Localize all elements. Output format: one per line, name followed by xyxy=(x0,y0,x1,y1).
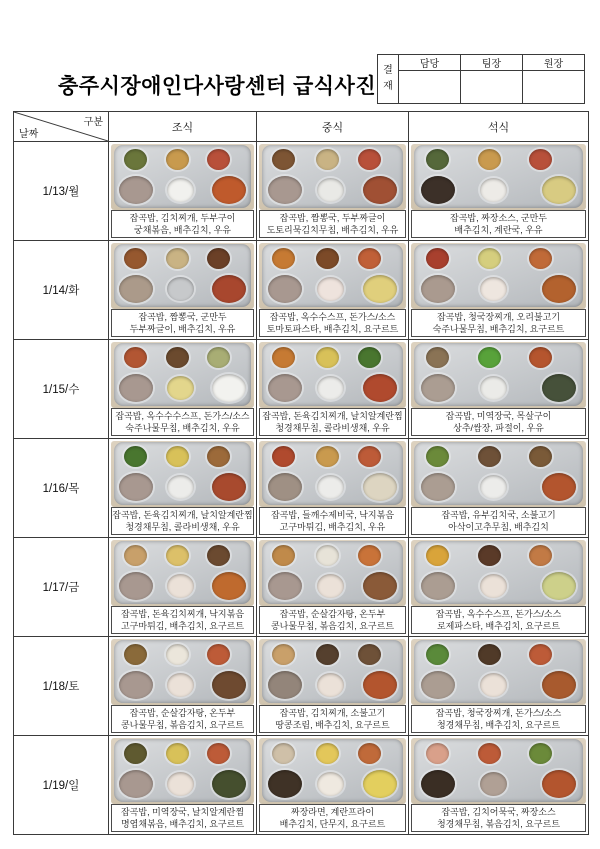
meal-caption xyxy=(411,507,586,535)
food-item xyxy=(272,347,295,368)
food-item xyxy=(358,644,381,665)
food-item xyxy=(421,770,455,798)
meal-cell-dinner xyxy=(409,736,589,835)
menu-line: 잡곡밥, 미역장국, 날치알계란찜 xyxy=(120,807,245,817)
meal-cell-breakfast xyxy=(109,736,257,835)
food-item xyxy=(421,572,455,600)
food-item xyxy=(316,149,339,170)
table-row xyxy=(14,340,589,439)
menu-line: 청경채무침, 배추김치, 요구르트 xyxy=(436,720,561,730)
food-item xyxy=(167,376,194,400)
food-tray xyxy=(414,739,583,802)
food-item xyxy=(478,248,501,269)
menu-line: 잡곡밥, 김치어묵국, 짜장소스 xyxy=(441,807,556,817)
food-tray xyxy=(262,145,403,208)
food-item xyxy=(480,178,507,202)
food-item xyxy=(124,545,147,566)
meal-cell-dinner xyxy=(409,637,589,736)
food-item xyxy=(542,374,576,402)
meal-photo xyxy=(411,540,586,606)
food-item xyxy=(363,572,397,600)
menu-line: 잡곡밥, 돈육김치찌개, 날치알계란찜 xyxy=(112,510,253,520)
food-item xyxy=(480,673,507,697)
menu-line: 잡곡밥, 짬뽕국, 군만두 xyxy=(138,312,227,322)
food-tray xyxy=(414,244,583,307)
food-tray xyxy=(114,739,251,802)
approval-col-timjang: 팀장 xyxy=(461,55,523,70)
corner-label-date: 날짜 xyxy=(19,129,39,140)
menu-line: 잡곡밥, 미역장국, 목살구이 xyxy=(445,411,552,421)
meal-cell-dinner xyxy=(409,142,589,241)
table-row xyxy=(14,439,589,538)
approval-col-damdang: 담당 xyxy=(399,55,461,70)
food-item xyxy=(316,347,339,368)
food-item xyxy=(207,644,230,665)
food-item xyxy=(426,149,449,170)
food-item xyxy=(167,574,194,598)
menu-line: 콩나물무침, 볶음김치, 요구르트 xyxy=(120,720,245,730)
food-item xyxy=(478,644,501,665)
food-tray xyxy=(414,343,583,406)
food-item xyxy=(480,277,507,301)
stamp-char-1: 결 xyxy=(383,65,393,76)
corner-cell xyxy=(14,112,109,142)
food-item xyxy=(207,446,230,467)
food-item xyxy=(542,572,576,600)
food-tray xyxy=(414,541,583,604)
food-item xyxy=(212,374,246,402)
food-item xyxy=(478,446,501,467)
date-label: 1/14/화 xyxy=(14,241,109,340)
menu-line: 궁채볶음, 배추김치, 우유 xyxy=(134,225,231,235)
food-item xyxy=(119,671,153,699)
food-item xyxy=(268,473,302,501)
food-item xyxy=(167,475,194,499)
food-item xyxy=(317,475,344,499)
menu-line: 고구마튀김, 배추김치, 우유 xyxy=(279,522,386,532)
food-item xyxy=(317,772,344,796)
meal-cell-lunch xyxy=(257,736,409,835)
food-item xyxy=(363,473,397,501)
food-item xyxy=(317,673,344,697)
menu-line: 잡곡밥, 옥수수스프, 돈가스/소스 xyxy=(269,312,396,322)
food-item xyxy=(426,644,449,665)
food-item xyxy=(212,770,246,798)
food-item xyxy=(268,176,302,204)
food-item xyxy=(542,176,576,204)
food-item xyxy=(529,743,552,764)
food-item xyxy=(124,743,147,764)
food-item xyxy=(207,743,230,764)
menu-line: 상추/쌈장, 파절이, 우유 xyxy=(453,423,544,433)
menu-line: 청경채무침, 볶음김치, 요구르트 xyxy=(436,819,561,829)
meal-photo xyxy=(259,144,406,210)
food-item xyxy=(166,149,189,170)
food-item xyxy=(166,644,189,665)
food-item xyxy=(212,176,246,204)
food-item xyxy=(358,149,381,170)
food-item xyxy=(421,374,455,402)
meal-photo xyxy=(411,144,586,210)
food-item xyxy=(358,347,381,368)
meal-caption xyxy=(411,804,586,832)
meal-cell-dinner xyxy=(409,340,589,439)
food-item xyxy=(316,743,339,764)
table-row xyxy=(14,142,589,241)
date-label: 1/16/목 xyxy=(14,439,109,538)
food-item xyxy=(119,473,153,501)
food-item xyxy=(317,376,344,400)
food-item xyxy=(426,743,449,764)
menu-line: 배추김치, 단무지, 요구르트 xyxy=(279,819,386,829)
meal-photo xyxy=(111,243,254,309)
meal-photo xyxy=(411,441,586,507)
food-tray xyxy=(114,343,251,406)
food-item xyxy=(529,446,552,467)
approval-box xyxy=(377,54,585,104)
food-item xyxy=(529,545,552,566)
meal-caption xyxy=(259,309,406,337)
approval-header-row xyxy=(399,55,584,71)
food-item xyxy=(363,374,397,402)
food-item xyxy=(207,248,230,269)
meal-table xyxy=(13,111,589,835)
food-item xyxy=(358,248,381,269)
date-label: 1/19/일 xyxy=(14,736,109,835)
food-item xyxy=(316,248,339,269)
menu-line: 배추김치, 계란국, 우유 xyxy=(454,225,543,235)
food-tray xyxy=(414,442,583,505)
header-dinner: 석식 xyxy=(409,112,589,142)
food-tray xyxy=(114,640,251,703)
food-item xyxy=(272,446,295,467)
food-item xyxy=(480,772,507,796)
food-item xyxy=(316,545,339,566)
food-item xyxy=(426,347,449,368)
meal-caption xyxy=(411,606,586,634)
meal-caption xyxy=(259,804,406,832)
meal-caption xyxy=(259,705,406,733)
food-tray xyxy=(262,244,403,307)
meal-caption xyxy=(259,507,406,535)
food-item xyxy=(426,446,449,467)
food-item xyxy=(272,248,295,269)
menu-line: 콩나물무침, 볶음김치, 요구르트 xyxy=(270,621,395,631)
meal-cell-breakfast xyxy=(109,340,257,439)
food-item xyxy=(316,446,339,467)
date-label: 1/17/금 xyxy=(14,538,109,637)
food-item xyxy=(167,277,194,301)
meal-cell-dinner xyxy=(409,538,589,637)
food-item xyxy=(480,574,507,598)
menu-line: 두부짜글이, 배추김치, 우유 xyxy=(129,324,236,334)
meal-cell-dinner xyxy=(409,439,589,538)
food-item xyxy=(421,671,455,699)
food-item xyxy=(480,376,507,400)
food-tray xyxy=(414,640,583,703)
menu-line: 잡곡밥, 돈육김치찌개, 낙지볶음 xyxy=(120,609,245,619)
meal-cell-lunch xyxy=(257,538,409,637)
food-tray xyxy=(262,739,403,802)
meal-cell-lunch xyxy=(257,340,409,439)
food-item xyxy=(358,545,381,566)
menu-line: 아삭이고추무침, 배추김치 xyxy=(448,522,549,532)
table-row xyxy=(14,538,589,637)
food-item xyxy=(268,275,302,303)
food-item xyxy=(166,743,189,764)
food-tray xyxy=(414,145,583,208)
meal-caption xyxy=(259,210,406,238)
menu-line: 잡곡밥, 옥수수수스프, 돈가스/소스 xyxy=(115,411,250,421)
food-item xyxy=(119,770,153,798)
approval-sign-cell xyxy=(461,71,523,103)
food-item xyxy=(167,772,194,796)
food-item xyxy=(124,446,147,467)
meal-photo xyxy=(411,639,586,705)
meal-photo xyxy=(259,441,406,507)
approval-signature-row xyxy=(399,71,584,103)
food-item xyxy=(478,347,501,368)
food-item xyxy=(207,149,230,170)
menu-line: 고구마튀김, 배추김치, 요구르트 xyxy=(120,621,245,631)
approval-grid xyxy=(399,55,584,103)
meal-caption xyxy=(111,210,254,238)
meal-photo xyxy=(411,243,586,309)
food-item xyxy=(124,248,147,269)
food-item xyxy=(119,176,153,204)
food-item xyxy=(268,374,302,402)
table-row xyxy=(14,736,589,835)
menu-line: 잡곡밥, 순살감자탕, 온두부 xyxy=(279,609,386,619)
food-tray xyxy=(262,343,403,406)
food-item xyxy=(316,644,339,665)
meal-cell-lunch xyxy=(257,241,409,340)
meal-cell-lunch xyxy=(257,439,409,538)
meal-photo xyxy=(111,540,254,606)
meal-photo xyxy=(111,342,254,408)
food-item xyxy=(478,545,501,566)
food-item xyxy=(529,248,552,269)
date-label: 1/18/토 xyxy=(14,637,109,736)
food-item xyxy=(166,347,189,368)
meal-caption xyxy=(259,408,406,436)
meal-caption xyxy=(411,309,586,337)
menu-line: 잡곡밥, 김치찌개, 소불고기 xyxy=(279,708,386,718)
food-item xyxy=(212,671,246,699)
corner-label-category: 구분 xyxy=(83,117,103,128)
food-item xyxy=(358,743,381,764)
food-item xyxy=(272,644,295,665)
meal-cell-lunch xyxy=(257,142,409,241)
food-item xyxy=(212,275,246,303)
meal-photo xyxy=(411,342,586,408)
food-item xyxy=(363,671,397,699)
menu-line: 잡곡밥, 짜장소스, 군만두 xyxy=(450,213,547,223)
menu-line: 잡곡밥, 짬뽕국, 두부짜글이 xyxy=(279,213,386,223)
approval-sign-cell xyxy=(399,71,461,103)
food-item xyxy=(358,446,381,467)
menu-line: 로제파스타, 배추김치, 요구르트 xyxy=(436,621,561,631)
menu-line: 땅콩조림, 배추김치, 요구르트 xyxy=(275,720,390,730)
meal-cell-breakfast xyxy=(109,439,257,538)
meal-photo xyxy=(259,342,406,408)
food-item xyxy=(124,149,147,170)
header-breakfast: 조식 xyxy=(109,112,257,142)
approval-sign-cell xyxy=(523,71,584,103)
food-item xyxy=(529,347,552,368)
meal-photo xyxy=(259,540,406,606)
food-item xyxy=(426,545,449,566)
meal-photo xyxy=(111,441,254,507)
meal-cell-dinner xyxy=(409,241,589,340)
meal-caption xyxy=(411,408,586,436)
food-tray xyxy=(114,442,251,505)
food-item xyxy=(268,671,302,699)
food-item xyxy=(317,277,344,301)
meal-caption xyxy=(111,804,254,832)
food-item xyxy=(124,644,147,665)
menu-line: 잡곡밥, 김치찌개, 두부구이 xyxy=(129,213,236,223)
meal-photo xyxy=(259,738,406,804)
meal-photo xyxy=(411,738,586,804)
food-item xyxy=(212,572,246,600)
food-item xyxy=(421,176,455,204)
food-item xyxy=(363,770,397,798)
stamp-char-2: 재 xyxy=(383,81,393,92)
meal-caption xyxy=(111,408,254,436)
menu-line: 숙주나물무침, 배추김치, 요구르트 xyxy=(432,324,565,334)
meal-caption xyxy=(111,507,254,535)
food-item xyxy=(124,347,147,368)
food-item xyxy=(317,178,344,202)
meal-caption xyxy=(411,705,586,733)
food-item xyxy=(166,545,189,566)
menu-line: 잡곡밥, 옥수수스프, 돈가스/소스 xyxy=(435,609,562,619)
food-item xyxy=(167,673,194,697)
meal-caption xyxy=(111,606,254,634)
date-label: 1/15/수 xyxy=(14,340,109,439)
food-item xyxy=(119,572,153,600)
food-tray xyxy=(262,640,403,703)
food-tray xyxy=(262,541,403,604)
meal-cell-lunch xyxy=(257,637,409,736)
meal-cell-breakfast xyxy=(109,637,257,736)
food-item xyxy=(272,545,295,566)
meal-cell-breakfast xyxy=(109,538,257,637)
food-item xyxy=(421,473,455,501)
meal-photo xyxy=(111,639,254,705)
food-item xyxy=(119,374,153,402)
menu-line: 짜장라면, 계란프라이 xyxy=(290,807,375,817)
food-item xyxy=(207,347,230,368)
food-tray xyxy=(262,442,403,505)
menu-line: 청경채무침, 콜라비생채, 우유 xyxy=(125,522,240,532)
approval-col-wonjang: 원장 xyxy=(543,59,564,70)
meal-photo xyxy=(111,144,254,210)
meal-cell-breakfast xyxy=(109,142,257,241)
menu-line: 잡곡밥, 순살감자탕, 온두부 xyxy=(129,708,236,718)
food-item xyxy=(272,743,295,764)
table-row xyxy=(14,637,589,736)
meal-caption xyxy=(411,210,586,238)
date-label: 1/13/월 xyxy=(14,142,109,241)
food-item xyxy=(478,743,501,764)
food-item xyxy=(272,149,295,170)
table-row xyxy=(14,241,589,340)
food-tray xyxy=(114,244,251,307)
menu-line: 도토리묵김치무침, 배추김치, 우유 xyxy=(266,225,399,235)
food-item xyxy=(542,770,576,798)
menu-line: 잡곡밥, 청국장찌개, 오리불고기 xyxy=(436,312,561,322)
table-header-row xyxy=(14,112,589,142)
food-item xyxy=(268,770,302,798)
food-item xyxy=(529,149,552,170)
menu-line: 잡곡밥, 유부김치국, 소불고기 xyxy=(441,510,556,520)
menu-line: 잡곡밥, 청국장찌개, 돈가스/소스 xyxy=(435,708,562,718)
meal-photo xyxy=(259,243,406,309)
food-item xyxy=(268,572,302,600)
food-item xyxy=(363,176,397,204)
meal-photo xyxy=(111,738,254,804)
food-item xyxy=(207,545,230,566)
menu-line: 잡곡밥, 돈육김치찌개, 날치알계란찜 xyxy=(262,411,403,421)
food-item xyxy=(542,473,576,501)
food-item xyxy=(166,248,189,269)
menu-line: 숙주나물무침, 배추김치, 우유 xyxy=(125,423,240,433)
meal-cell-breakfast xyxy=(109,241,257,340)
food-item xyxy=(542,671,576,699)
menu-line: 토마토파스타, 배추김치, 요구르트 xyxy=(266,324,399,334)
page-title: 충주시장애인다사랑센터 급식사진 xyxy=(58,75,377,98)
meal-caption xyxy=(259,606,406,634)
meal-caption xyxy=(111,705,254,733)
food-item xyxy=(119,275,153,303)
food-item xyxy=(166,446,189,467)
food-item xyxy=(363,275,397,303)
food-item xyxy=(529,644,552,665)
food-item xyxy=(317,574,344,598)
header-lunch: 중식 xyxy=(257,112,409,142)
food-item xyxy=(426,248,449,269)
food-item xyxy=(421,275,455,303)
food-item xyxy=(167,178,194,202)
menu-line: 잡곡밥, 들깨수제비국, 낙지볶음 xyxy=(270,510,395,520)
food-item xyxy=(480,475,507,499)
meal-caption xyxy=(111,309,254,337)
food-tray xyxy=(114,145,251,208)
menu-line: 명엽채볶음, 배추김치, 요구르트 xyxy=(120,819,245,829)
meal-photo xyxy=(259,639,406,705)
food-tray xyxy=(114,541,251,604)
food-item xyxy=(542,275,576,303)
menu-line: 청경채무침, 콜라비생채, 우유 xyxy=(275,423,390,433)
food-item xyxy=(478,149,501,170)
food-item xyxy=(212,473,246,501)
approval-stamp-label xyxy=(378,55,399,103)
